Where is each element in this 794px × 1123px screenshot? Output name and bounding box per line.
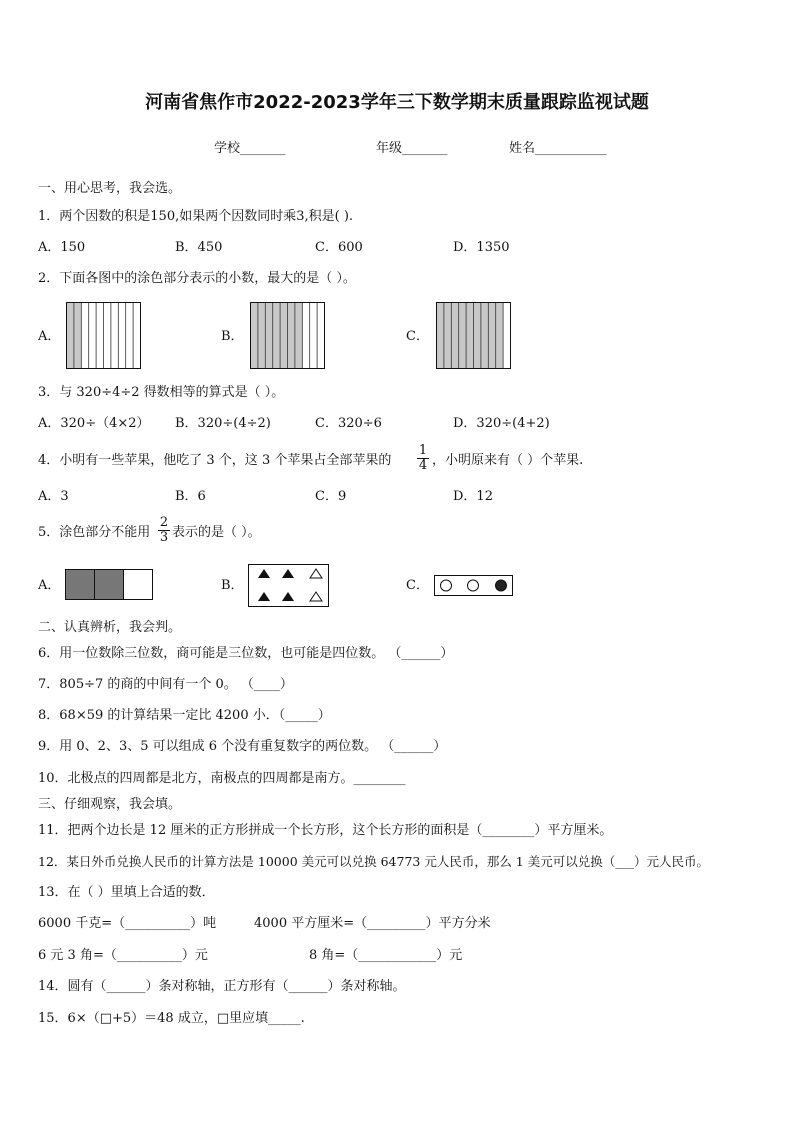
q5-figure-a xyxy=(65,569,155,601)
q5-figure-c xyxy=(434,575,514,597)
q3-option-d[interactable]: D．320÷(4+2) xyxy=(453,416,550,431)
q4-fraction-numerator: 1 xyxy=(418,443,428,458)
question-6: 6．用一位数除三位数，商可能是三位数，也可能是四位数。 （______） xyxy=(38,646,454,661)
q1-option-a[interactable]: A．150 xyxy=(38,240,86,255)
question-1: 1．两个因数的积是150,如果两个因数同时乘3,积是( ). xyxy=(38,209,354,224)
q3-option-b[interactable]: B．320÷(4÷2) xyxy=(175,416,271,431)
page-title: 河南省焦作市2022-2023学年三下数学期末质量跟踪监视试题 xyxy=(145,92,649,113)
school-field[interactable]: 学校_______ xyxy=(214,141,286,156)
q13-blank-1[interactable]: 6000 千克=（__________）吨 xyxy=(38,916,217,931)
question-11: 11．把两个边长是 12 厘米的正方形拼成一个长方形，这个长方形的面积是（________）平方厘米。 xyxy=(38,823,613,838)
question-9: 9．用 0、2、3、5 可以组成 6 个没有重复数字的两位数。 （______） xyxy=(38,739,447,754)
q5-figure-b xyxy=(248,564,330,608)
q4-fraction-denominator: 4 xyxy=(418,458,428,473)
q4-fraction xyxy=(417,444,429,473)
q2-figure-c xyxy=(436,302,512,370)
section-heading-1: 一、用心思考，我会选。 xyxy=(38,181,182,196)
q2-figure-a xyxy=(66,302,142,370)
circle-icon xyxy=(441,580,452,591)
question-12: 12．某日外币兑换人民币的计算方法是 10000 美元可以兑换 64773 元人民币，那么 1 美元可以兑换（___）元人民币。 xyxy=(38,854,709,869)
question-8: 8．68×59 的计算结果一定比 4200 小．（_____） xyxy=(38,708,331,723)
q5-option-c[interactable]: C． xyxy=(406,578,429,593)
q5-option-b[interactable]: B． xyxy=(221,578,244,593)
q1-option-d[interactable]: D．1350 xyxy=(453,240,510,255)
q1-option-b[interactable]: B．450 xyxy=(175,240,223,255)
q3-option-c[interactable]: C．320÷6 xyxy=(315,416,382,431)
q5-fraction xyxy=(158,516,170,545)
q3-option-a[interactable]: A．320÷（4×2） xyxy=(38,416,150,431)
q5-option-a[interactable]: A． xyxy=(38,578,61,593)
question-15: 15．6×（□+5）＝48 成立，□里应填_____. xyxy=(38,1011,305,1026)
circle-icon xyxy=(468,580,479,591)
q2-option-a[interactable]: A． xyxy=(38,329,61,344)
question-4-stem-start: 4．小明有一些苹果，他吃了 3 个，这 3 个苹果占全部苹果的 xyxy=(38,453,392,468)
q5-fraction-numerator: 2 xyxy=(159,515,169,530)
q4-option-b[interactable]: B．6 xyxy=(175,489,206,504)
filled-circle-icon xyxy=(496,580,507,591)
question-13: 13．在（ ）里填上合适的数． xyxy=(38,885,215,900)
question-10: 10．北极点的四周都是北方，南极点的四周都是南方。________ xyxy=(38,771,406,786)
q13-blank-4[interactable]: 8 角=（____________）元 xyxy=(309,948,463,963)
question-14: 14．圆有（______）条对称轴，正方形有（______）条对称轴。 xyxy=(38,979,406,994)
section-heading-3: 三、仔细观察，我会填。 xyxy=(38,797,182,812)
question-5-stem-end: 表示的是（ ）。 xyxy=(172,525,261,540)
q13-blank-2[interactable]: 4000 平方厘米=（_________）平方分米 xyxy=(254,916,491,931)
section-heading-2: 二、认真辨析，我会判。 xyxy=(38,620,182,635)
name-field[interactable]: 姓名___________ xyxy=(509,141,607,156)
grade-field[interactable]: 年级_______ xyxy=(376,141,448,156)
question-7: 7．805÷7 的商的中间有一个 0。 （____） xyxy=(38,677,293,692)
question-4-stem-end: ，小明原来有（ ）个苹果. xyxy=(432,453,584,468)
q2-option-b[interactable]: B． xyxy=(221,329,244,344)
q2-figure-b xyxy=(250,302,326,370)
q2-option-c[interactable]: C． xyxy=(406,329,429,344)
q4-option-d[interactable]: D．12 xyxy=(453,489,493,504)
q1-option-c[interactable]: C．600 xyxy=(315,240,363,255)
question-3: 3．与 320÷4÷2 得数相等的算式是（ ）。 xyxy=(38,385,285,400)
question-5-stem-start: 5．涂色部分不能用 xyxy=(38,525,151,540)
question-2: 2．下面各图中的涂色部分表示的小数，最大的是（ ）。 xyxy=(38,271,356,286)
q4-option-c[interactable]: C．9 xyxy=(315,489,347,504)
q4-option-a[interactable]: A．3 xyxy=(38,489,69,504)
q13-blank-3[interactable]: 6 元 3 角=（__________）元 xyxy=(38,948,208,963)
q5-fraction-denominator: 3 xyxy=(159,530,169,545)
